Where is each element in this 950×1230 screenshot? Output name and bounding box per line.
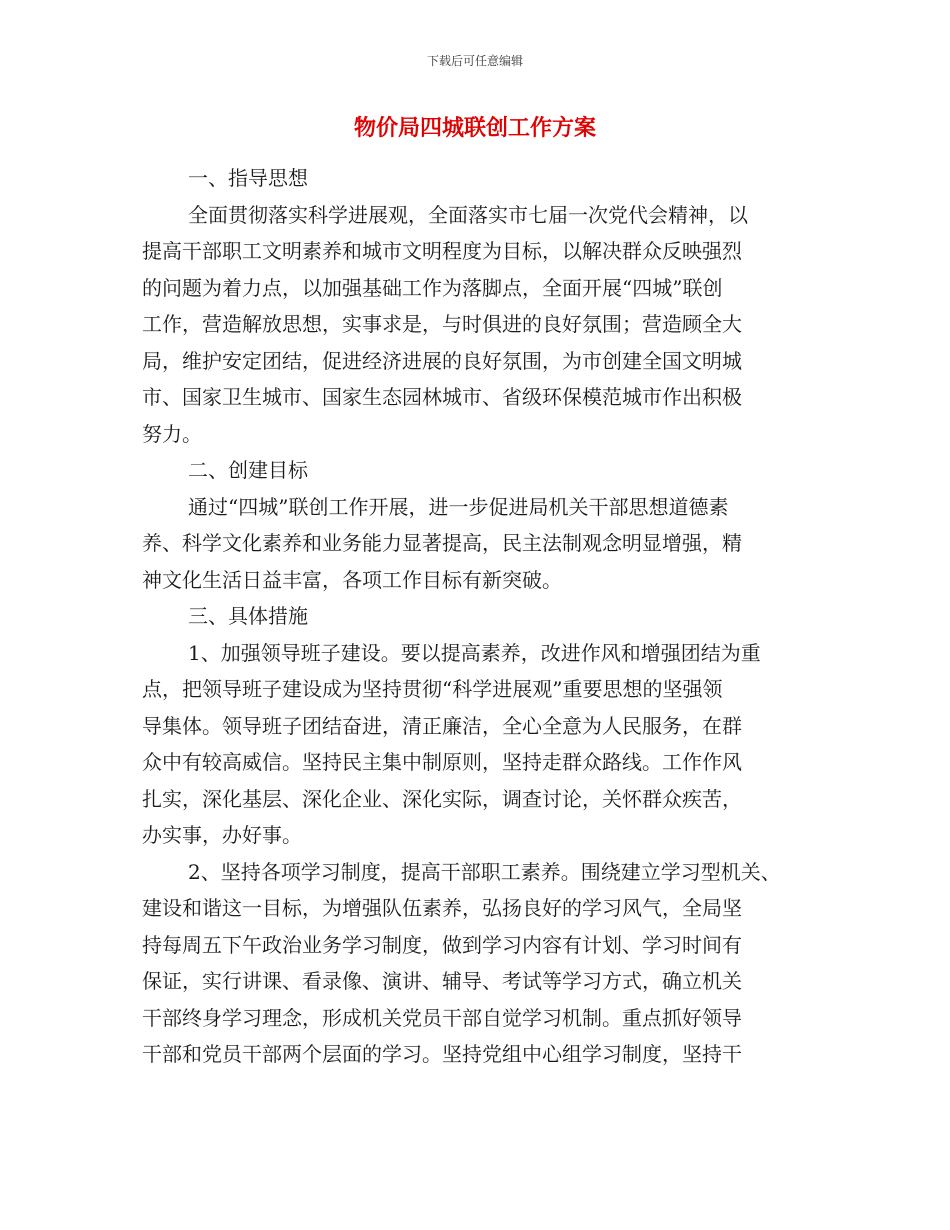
paragraph-line: 工作，营造解放思想，实事求是，与时俱进的良好氛围；营造顾全大 xyxy=(142,312,742,336)
paragraph-line: 通过“四城”联创工作开展，进一步促进局机关干部思想道德素 xyxy=(188,494,729,519)
paragraph xyxy=(142,197,814,453)
paragraph-line: 保证，实行讲课、看录像、演讲、辅导、考试等学习方式，确立机关 xyxy=(142,969,742,993)
paragraph-line: 提高干部职工文明素养和城市文明程度为目标，以解决群众反映强烈 xyxy=(142,239,742,263)
document-title: 物价局四城联创工作方案 xyxy=(353,115,596,141)
paragraph-line: 扎实，深化基层、深化企业、深化实际，调查讨论，关怀群众疾苦， xyxy=(142,786,742,811)
paragraph-line: 2、坚持各项学习制度，提高干部职工素养。围绕建立学习型机关、 xyxy=(188,859,781,884)
paragraph-line: 办实事，办好事。 xyxy=(142,823,302,847)
section-heading-measures: 三、具体措施 xyxy=(188,604,308,628)
paragraph-line: 众中有较高威信。坚持民主集中制原则，坚持走群众路线。工作作风 xyxy=(142,750,742,774)
paragraph-line: 努力。 xyxy=(142,421,202,446)
section-heading-goals: 二、创建目标 xyxy=(188,458,308,482)
paragraph-line: 局，维护安定团结，促进经济进展的良好氛围，为市创建全国文明城 xyxy=(142,348,742,373)
paragraph-line: 养、科学文化素养和业务能力显著提高，民主法制观念明显增强，精 xyxy=(142,531,742,555)
paragraph-line: 持每周五下午政治业务学习制度，做到学习内容有计划、学习时间有 xyxy=(142,932,742,957)
paragraph-line: 导集体。领导班子团结奋进，清正廉洁，全心全意为人民服务，在群 xyxy=(142,713,742,738)
paragraph-line: 市、国家卫生城市、国家生态园林城市、省级环保模范城市作出积极 xyxy=(142,385,742,409)
paragraph-line: 干部终身学习理念，形成机关党员干部自觉学习机制。重点抓好领导 xyxy=(142,1005,742,1030)
section-heading-guiding-ideology: 一、指导思想 xyxy=(188,166,308,190)
paragraph-line: 神文化生活日益丰富，各项工作目标有新突破。 xyxy=(142,567,562,592)
paragraph xyxy=(142,854,814,1073)
paragraph-line: 点，把领导班子建设成为坚持贯彻“科学进展观”重要思想的坚强领 xyxy=(142,677,723,701)
paragraph xyxy=(142,489,814,599)
paragraph xyxy=(142,635,814,854)
document-body xyxy=(142,160,814,1073)
paragraph-line: 1、加强领导班子建设。要以提高素养，改进作风和增强团结为重 xyxy=(188,640,761,665)
paragraph-line: 建设和谐这一目标，为增强队伍素养，弘扬良好的学习风气，全局坚 xyxy=(142,896,742,920)
page-header-note: 下载后可任意编辑 xyxy=(426,54,523,68)
paragraph-line: 全面贯彻落实科学进展观，全面落实市七届一次党代会精神，以 xyxy=(188,202,748,227)
paragraph-line: 的问题为着力点，以加强基础工作为落脚点，全面开展“四城”联创 xyxy=(142,275,723,300)
paragraph-line: 干部和党员干部两个层面的学习。坚持党组中心组学习制度，坚持干 xyxy=(142,1042,742,1066)
